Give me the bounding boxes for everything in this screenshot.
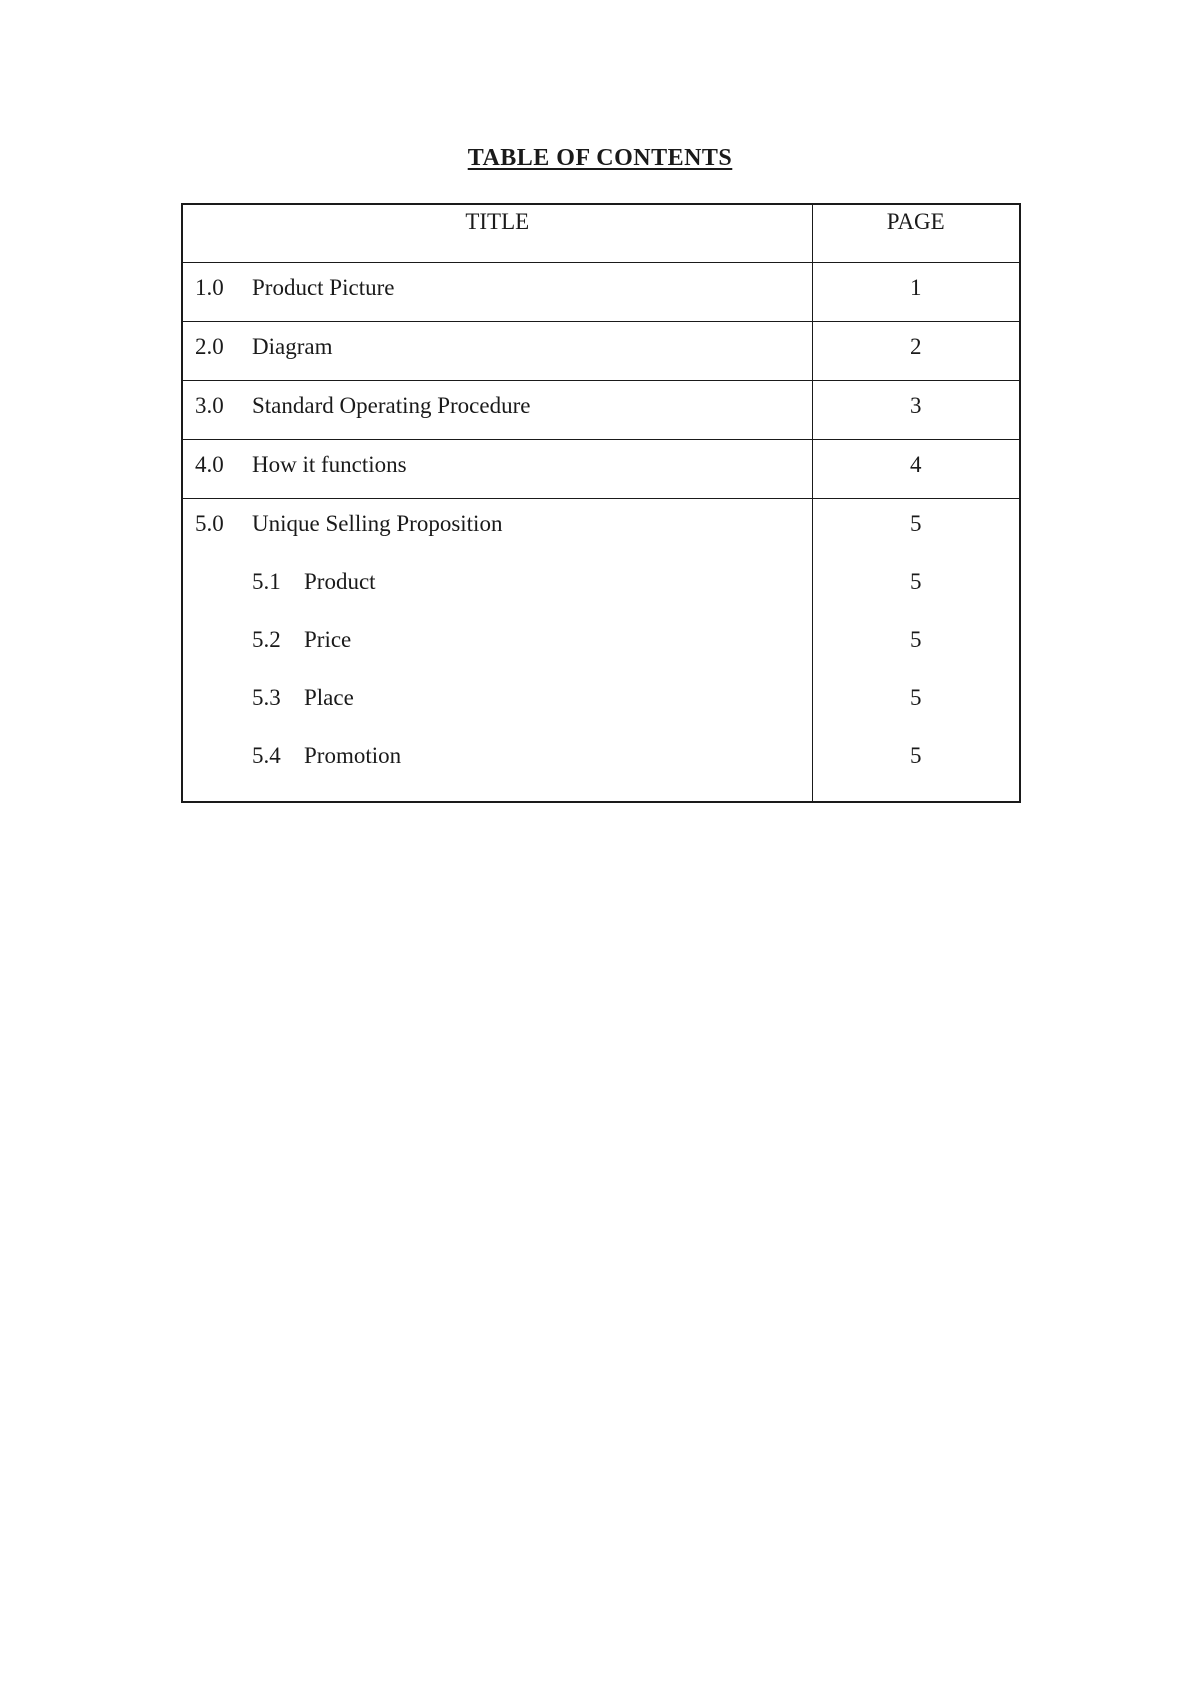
entry-page-cell bbox=[812, 498, 1020, 802]
subentry-label: Product bbox=[304, 568, 376, 594]
page-title: TABLE OF CONTENTS bbox=[467, 145, 733, 171]
entry-title-cell bbox=[182, 262, 812, 321]
table-header-row bbox=[182, 204, 1020, 262]
subentry-page-number: 5 bbox=[910, 684, 922, 710]
subentry-label: Place bbox=[304, 684, 354, 710]
subentry-line bbox=[183, 685, 812, 743]
title-column-header: TITLE bbox=[182, 204, 812, 262]
entry-title-cell bbox=[182, 321, 812, 380]
subentry-line bbox=[183, 569, 812, 627]
entry-label: How it functions bbox=[252, 451, 407, 477]
entry-page-number: 1 bbox=[812, 262, 1020, 321]
subentry-page-number: 5 bbox=[910, 568, 922, 594]
subentry-number: 5.2 bbox=[252, 626, 281, 652]
subentry-line bbox=[183, 743, 812, 801]
entry-number: 3.0 bbox=[195, 392, 224, 418]
entry-title-cell bbox=[182, 380, 812, 439]
table-row-with-subentries bbox=[182, 498, 1020, 802]
entry-label: Product Picture bbox=[252, 274, 395, 300]
entry-label: Unique Selling Proposition bbox=[252, 510, 503, 536]
entry-title-cell bbox=[182, 439, 812, 498]
page-column-header: PAGE bbox=[812, 204, 1020, 262]
table-row bbox=[182, 439, 1020, 498]
entry-line bbox=[183, 511, 812, 569]
entry-number: 1.0 bbox=[195, 274, 224, 300]
entry-number: 4.0 bbox=[195, 451, 224, 477]
subentry-label: Promotion bbox=[304, 742, 402, 768]
entry-page-number: 4 bbox=[812, 439, 1020, 498]
entry-number: 2.0 bbox=[195, 333, 224, 359]
subentry-line bbox=[183, 627, 812, 685]
entry-page-number: 2 bbox=[812, 321, 1020, 380]
subentry-page-number: 5 bbox=[910, 742, 922, 768]
entry-page-number: 5 bbox=[910, 510, 922, 536]
entry-number: 5.0 bbox=[195, 510, 224, 536]
subentry-page-number: 5 bbox=[910, 626, 922, 652]
subentry-number: 5.4 bbox=[252, 742, 281, 768]
table-of-contents bbox=[181, 203, 1021, 803]
subentry-number: 5.3 bbox=[252, 684, 281, 710]
table-row bbox=[182, 321, 1020, 380]
entry-label: Standard Operating Procedure bbox=[252, 392, 531, 418]
entry-title-cell bbox=[182, 498, 812, 802]
table-row bbox=[182, 380, 1020, 439]
table-row bbox=[182, 262, 1020, 321]
entry-page-number: 3 bbox=[812, 380, 1020, 439]
entry-label: Diagram bbox=[252, 333, 333, 359]
subentry-label: Price bbox=[304, 626, 352, 652]
subentry-number: 5.1 bbox=[252, 568, 281, 594]
